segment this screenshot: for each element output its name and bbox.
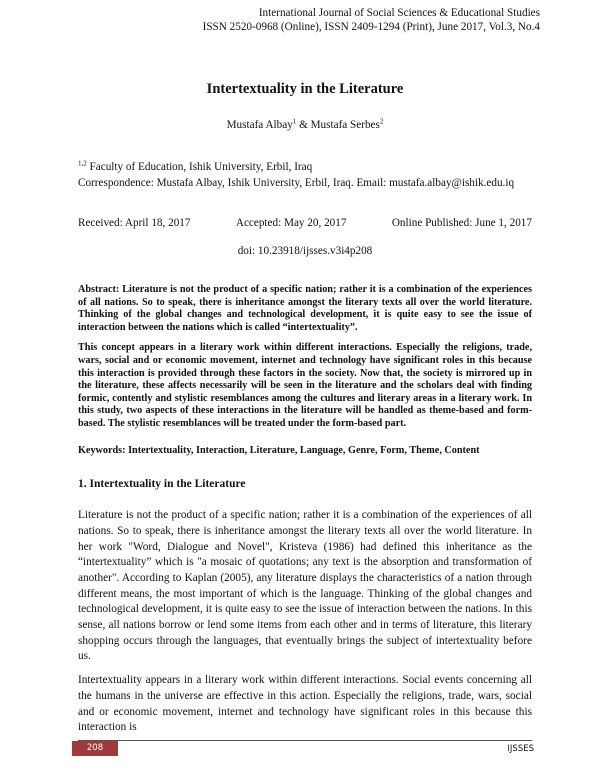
doi[interactable]: doi: 10.23918/ijsses.v3i4p208 (237, 245, 373, 257)
published-date: Online Published: June 1, 2017 (391, 217, 532, 229)
author-sep: & (296, 119, 311, 131)
authors (78, 118, 532, 133)
journal-name: International Journal of Social Sciences & Educational Studies (258, 7, 540, 19)
footer-journal: IJSSES (507, 743, 534, 754)
paper-title: Intertextuality in the Literature (206, 81, 404, 97)
accepted-date: Accepted: May 20, 2017 (235, 217, 347, 229)
section-heading: 1. Intertextuality in the Literature (78, 478, 246, 491)
page (78, 0, 540, 779)
page-number: 208 (72, 741, 118, 756)
affiliation-text: Faculty of Education, Ishik University, Erbil, Iraq (86, 161, 313, 173)
author-2-sup: 2 (379, 117, 384, 126)
affiliation-sup: 1,2 (78, 159, 87, 168)
correspondence: Correspondence: Mustafa Albay, Ishik University, Erbil, Iraq. Email: mustafa.albay@ishik.edu.iq (78, 177, 515, 189)
received-date: Received: April 18, 2017 (78, 217, 191, 229)
author-1: Mustafa Albay (226, 119, 293, 131)
affiliation-block (78, 159, 532, 191)
body-paragraph-2: Intertextuality appears in a literary work within different interactions. Social events concerning all the humans in the universe are effective in this action. Especially the religions, trade, wars, social and or economic movement, internet and technology have significant roles in this because this interaction is (78, 674, 532, 734)
affiliation (78, 159, 532, 175)
abstract-paragraph-2: This concept appears in a literary work within different interactions. Especially the religions, trade, wars, social and or economic movement, internet and technology have significant roles in this because this interaction is provided through these factors in the society. Now that, the society is mirrored up in the literature, these affects necessarily will be seen in the literature and the scholars deal with finding formic, contently and stylistic resemblances among the cultures and literary areas in a literary work. In this study, two aspects of these interactions in the literature will be handled as theme-based and form-based. The stylistic resemblances will be treated under the form-based part. (78, 342, 532, 429)
author-1-sup: 1 (292, 117, 297, 126)
abstract-paragraph-1: Abstract: Literature is not the product of a specific nation; rather it is a combination of the experiences of all nations. So to speak, there is inheritance amongst the literary texts all over the world literature. Thinking of the global changes and technological development, it is quite easy to see the issue of interaction between the nations which is called “intertextuality”. (78, 284, 532, 333)
body-paragraph-1: Literature is not the product of a specific nation; rather it is a combination of the experiences of all nations. So to speak, there is inheritance amongst the literary texts all over the world literature. In her work "Word, Dialogue and Novel", Kristeva (1986) had defined this inheritance as the “intertextuality” which is "a mosaic of quotations; any text is the absorption and transformation of another". According to Kaplan (2005), any literature displays the characteristics of a nation through different means, the most important of which is the language. Thinking of the global changes and technological development, it is quite easy to see the issue of interaction between the nations. In this sense, all nations borrow or lend some items from each other and in terms of literature, this literary shopping occurs through the languages, that eventually brings the subject of intertextuality before us. (78, 509, 532, 663)
author-2: Mustafa Serbes (310, 119, 380, 131)
footer-rule (78, 740, 532, 759)
dates-row (78, 216, 532, 231)
journal-issn: ISSN 2520-0968 (Online), ISSN 2409-1294 (Print), June 2017, Vol.3, No.4 (202, 21, 540, 33)
keywords: Keywords: Intertextuality, Interaction, Literature, Language, Genre, Form, Theme, Content (78, 444, 480, 456)
